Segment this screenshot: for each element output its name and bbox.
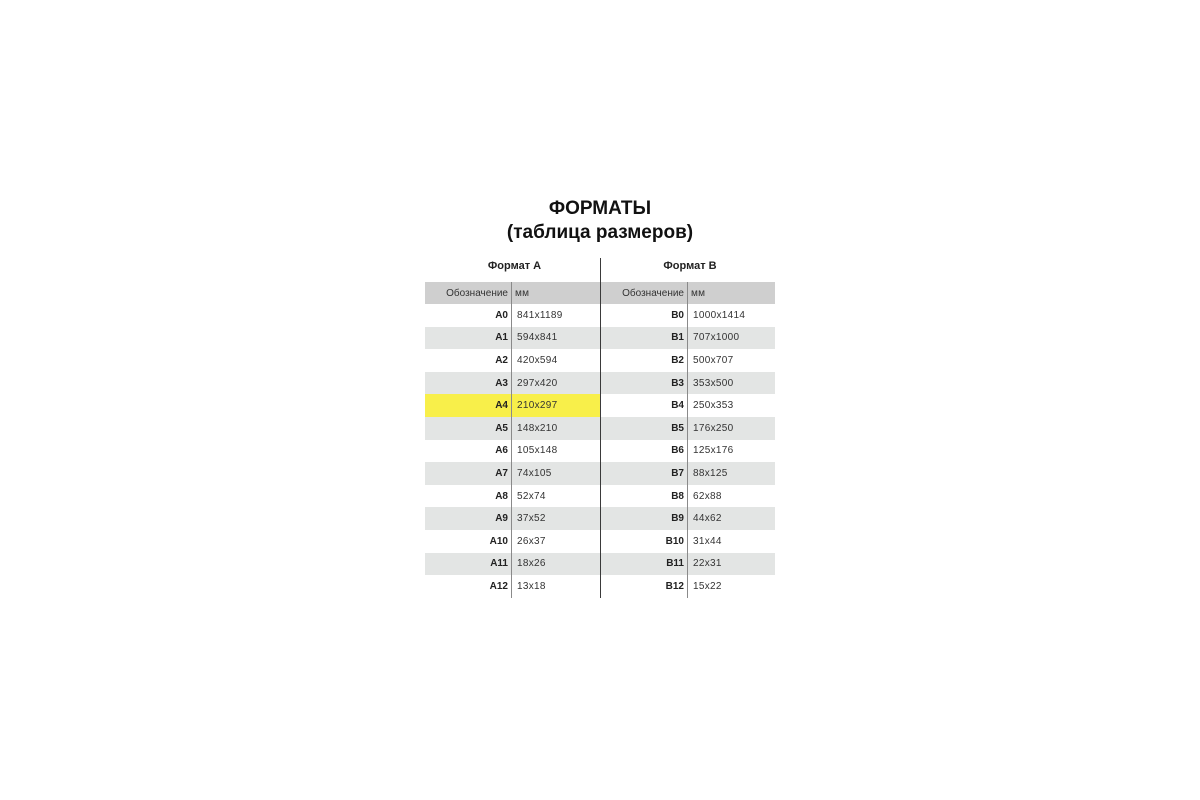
format-size: 707x1000 <box>693 332 740 344</box>
format-b-header-row <box>601 282 775 304</box>
format-size: 500x707 <box>693 354 734 366</box>
format-size: 31x44 <box>693 535 722 547</box>
format-size: 353x500 <box>693 377 734 389</box>
format-a-heading: Формат А <box>487 260 542 272</box>
format-size: 18x26 <box>517 558 546 570</box>
table-row <box>601 553 775 576</box>
table-row <box>601 530 775 553</box>
format-size: 125x176 <box>693 445 734 457</box>
table-row <box>601 440 775 463</box>
table-row <box>601 507 775 530</box>
format-size: 13x18 <box>517 580 546 592</box>
format-size: 148x210 <box>517 422 558 434</box>
format-code: B7 <box>601 462 688 485</box>
format-size: 62x88 <box>693 490 722 502</box>
format-size: 420x594 <box>517 354 558 366</box>
format-code: B9 <box>601 507 688 530</box>
format-code: B8 <box>601 485 688 508</box>
format-code: B4 <box>601 394 688 417</box>
table-row <box>425 530 600 553</box>
format-code: A3 <box>425 372 512 395</box>
format-code: A0 <box>425 304 512 327</box>
format-a-header-row <box>425 282 600 304</box>
format-size: 37x52 <box>517 513 546 525</box>
table-row <box>425 394 600 417</box>
table-row <box>425 327 600 350</box>
format-code: A5 <box>425 417 512 440</box>
table-row <box>601 575 775 598</box>
format-code: B6 <box>601 440 688 463</box>
format-code: A2 <box>425 349 512 372</box>
format-code: A11 <box>425 553 512 576</box>
format-size: 88x125 <box>693 467 728 479</box>
format-size: 176x250 <box>693 422 734 434</box>
table-row <box>601 394 775 417</box>
format-size: 594x841 <box>517 332 558 344</box>
format-code: A8 <box>425 485 512 508</box>
format-size: 52x74 <box>517 490 546 502</box>
table-row <box>425 349 600 372</box>
format-code: B5 <box>601 417 688 440</box>
format-code: A4 <box>425 394 512 417</box>
format-size: 44x62 <box>693 513 722 525</box>
table-row <box>601 304 775 327</box>
table-row <box>425 440 600 463</box>
table-row <box>425 575 600 598</box>
format-code: B11 <box>601 553 688 576</box>
format-size: 250x353 <box>693 400 734 412</box>
table-row <box>425 507 600 530</box>
page-title <box>0 197 1200 245</box>
table-row <box>425 462 600 485</box>
format-size: 15x22 <box>693 580 722 592</box>
format-size: 26x37 <box>517 535 546 547</box>
table-row <box>601 372 775 395</box>
table-row <box>601 417 775 440</box>
format-code: A9 <box>425 507 512 530</box>
format-code: A1 <box>425 327 512 350</box>
formats-table <box>425 258 775 598</box>
format-code: A6 <box>425 440 512 463</box>
format-code: B10 <box>601 530 688 553</box>
table-row <box>601 462 775 485</box>
format-b-rows <box>601 304 775 598</box>
format-code: B12 <box>601 575 688 598</box>
format-size: 297x420 <box>517 377 558 389</box>
table-row <box>425 485 600 508</box>
format-b-col-size: мм <box>691 287 706 299</box>
title-line-2: (таблица размеров) <box>506 222 694 243</box>
format-code: B2 <box>601 349 688 372</box>
table-row <box>425 553 600 576</box>
title-line-1: ФОРМАТЫ <box>548 198 652 219</box>
format-code: A12 <box>425 575 512 598</box>
format-b-heading: Формат В <box>663 260 717 272</box>
format-code: B1 <box>601 327 688 350</box>
format-a-col-size: мм <box>515 287 530 299</box>
format-size: 1000x1414 <box>693 309 746 321</box>
table-row <box>601 349 775 372</box>
format-size: 74x105 <box>517 467 552 479</box>
format-code: B3 <box>601 372 688 395</box>
format-code: A10 <box>425 530 512 553</box>
table-row <box>425 304 600 327</box>
format-b-col-code: Обозначение <box>601 282 688 304</box>
format-a-block <box>425 258 600 598</box>
format-size: 210x297 <box>517 400 558 412</box>
format-code: B0 <box>601 304 688 327</box>
table-row <box>425 417 600 440</box>
table-row <box>425 372 600 395</box>
format-size: 841x1189 <box>517 309 563 321</box>
table-row <box>601 327 775 350</box>
table-row <box>601 485 775 508</box>
format-code: A7 <box>425 462 512 485</box>
format-a-col-code: Обозначение <box>425 282 512 304</box>
format-size: 105x148 <box>517 445 558 457</box>
format-a-rows <box>425 304 600 598</box>
format-size: 22x31 <box>693 558 722 570</box>
format-b-block <box>601 258 775 598</box>
